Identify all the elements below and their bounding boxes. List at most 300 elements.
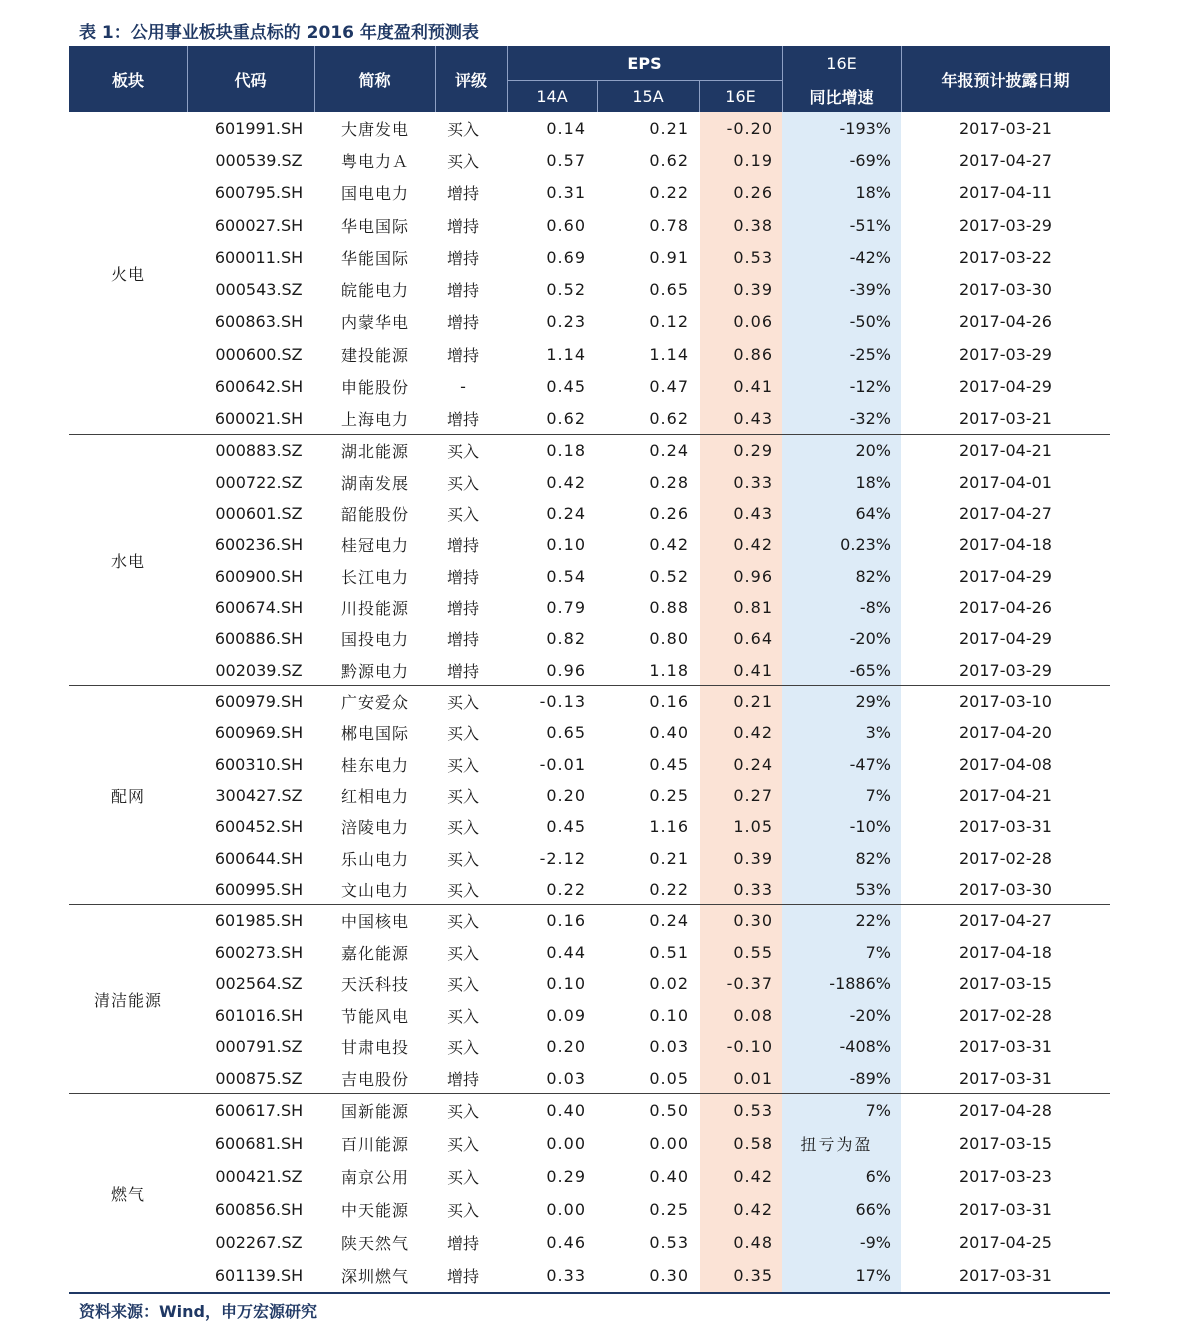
stock-name: 中国核电 [340,912,409,932]
eps-16e: 0.33 [733,472,773,492]
sector-label: 配网 [110,787,145,806]
yoy-growth: 82% [855,848,891,868]
eps-15a: 0.40 [649,1167,689,1186]
yoy-growth: 7% [865,1101,891,1120]
eps-15a: 0.25 [649,785,689,805]
disclosure-date: 2017-03-29 [959,344,1052,364]
eps-16e: 1.05 [733,817,773,837]
table-row [69,1193,1110,1226]
disclosure-date: 2017-02-28 [959,1005,1052,1025]
eps-14a: 0.33 [546,1266,586,1285]
disclosure-date: 2017-04-21 [959,785,1052,805]
stock-name: 国新能源 [340,1102,409,1121]
header-yoy-top: 16E [826,53,857,73]
disclosure-date: 2017-03-29 [959,660,1052,680]
yoy-growth: -193% [839,118,891,138]
eps-15a: 0.25 [649,1200,689,1219]
eps-16e: 0.30 [733,911,773,931]
eps-14a: 0.54 [546,566,586,586]
stock-rating: 买入 [446,1102,479,1121]
yoy-growth: -89% [849,1068,891,1088]
stock-name: 粤电力Ａ [340,151,409,171]
table-row [69,1063,1110,1095]
eps-14a: 0.65 [546,723,586,743]
stock-name: 川投能源 [340,599,409,619]
header-divider [187,46,188,112]
yoy-growth: -8% [859,598,891,618]
table-row [69,874,1110,905]
stock-name: 节能风电 [340,1006,409,1026]
table-row [69,498,1110,529]
table-row [69,1259,1110,1292]
eps-15a: 0.51 [649,942,689,962]
eps-14a: 0.96 [546,660,586,680]
stock-rating: 增持 [446,216,479,236]
table-row [69,592,1110,623]
yoy-growth: 3% [865,723,891,743]
stock-name: 长江电力 [340,567,409,587]
stock-rating: 增持 [446,1234,479,1253]
stock-code: 600900.SH [214,566,304,586]
header-yoy-bottom: 同比增速 [809,87,874,107]
eps-16e: 0.39 [733,848,773,868]
yoy-growth: 53% [855,879,891,899]
eps-16e: 0.42 [733,535,773,555]
eps-15a: 0.26 [649,503,689,523]
eps-16e: 0.38 [733,215,773,235]
stock-rating: - [460,377,466,397]
yoy-growth: -47% [849,754,891,774]
stock-rating: 买入 [446,943,479,963]
eps-14a: 0.14 [546,118,586,138]
disclosure-date: 2017-04-18 [959,942,1052,962]
disclosure-date: 2017-03-30 [959,280,1052,300]
stock-rating: 增持 [446,567,479,587]
yoy-growth: 29% [855,692,891,712]
yoy-growth: -25% [849,344,891,364]
table-row [69,905,1110,937]
eps-16e: 0.39 [733,280,773,300]
stock-rating: 买入 [446,786,479,806]
stock-code: 000791.SZ [215,1037,303,1057]
header-divider [435,46,436,112]
eps-14a: 0.45 [546,377,586,397]
eps-15a: 0.52 [649,566,689,586]
table-row [69,655,1110,686]
stock-code: 600027.SH [214,215,304,235]
yoy-growth: 17% [855,1266,891,1285]
yoy-growth: 82% [855,566,891,586]
eps-16e: 0.43 [733,503,773,523]
stock-code: 600021.SH [214,409,304,429]
eps-14a: 0.79 [546,598,586,618]
eps-16e: 0.58 [733,1134,773,1153]
eps-16e: 0.55 [733,942,773,962]
header-code: 代码 [234,70,267,90]
stock-code: 600273.SH [214,942,304,962]
eps-14a: 0.00 [546,1200,586,1219]
eps-16e: 0.96 [733,566,773,586]
eps-15a: 0.62 [649,150,689,170]
eps-16e: 0.41 [733,660,773,680]
eps-16e: 0.26 [733,183,773,203]
eps-16e: 0.53 [733,247,773,267]
disclosure-date: 2017-03-31 [959,1266,1052,1285]
stock-code: 000543.SZ [215,280,303,300]
table-row [69,1226,1110,1259]
stock-rating: 买入 [446,880,479,900]
stock-name: 郴电国际 [340,724,409,744]
eps-16e: 0.35 [733,1266,773,1285]
table-row [69,144,1110,176]
stock-rating: 增持 [446,410,479,430]
eps-14a: 0.62 [546,409,586,429]
header-16e: 16E [725,86,756,106]
table-row [69,1031,1110,1063]
disclosure-date: 2017-03-30 [959,879,1052,899]
stock-rating: 买入 [446,1135,479,1154]
eps-15a: 0.62 [649,409,689,429]
table-row [69,968,1110,1000]
eps-15a: 0.21 [649,118,689,138]
table-row [69,529,1110,560]
sector-label: 燃气 [110,1184,145,1204]
stock-rating: 增持 [446,313,479,333]
table-title: 表 1：公用事业板块重点标的 2016 年度盈利预测表 [79,23,479,43]
eps-15a: 0.24 [649,911,689,931]
table-row [69,274,1110,306]
disclosure-date: 2017-03-21 [959,409,1052,429]
eps-15a: 0.47 [649,377,689,397]
table-row [69,177,1110,209]
stock-rating: 买入 [446,504,479,524]
disclosure-date: 2017-03-15 [959,1134,1052,1153]
stock-code: 000539.SZ [215,150,303,170]
stock-code: 300427.SZ [215,785,303,805]
stock-name: 国投电力 [340,630,409,650]
table-row [69,403,1110,435]
yoy-growth: -20% [849,629,891,649]
table-row [69,717,1110,748]
eps-15a: 0.02 [649,974,689,994]
header-divider [507,46,508,112]
table-bottom-rule [69,1292,1110,1294]
yoy-growth: -9% [859,1233,891,1252]
header-divider [314,46,315,112]
header-name: 简称 [358,70,391,90]
eps-16e: 0.42 [733,1200,773,1219]
disclosure-date: 2017-03-29 [959,215,1052,235]
eps-15a: 0.88 [649,598,689,618]
stock-rating: 增持 [446,536,479,556]
stock-code: 601991.SH [214,118,304,138]
disclosure-date: 2017-04-26 [959,598,1052,618]
yoy-growth: -50% [849,312,891,332]
eps-15a: 0.30 [649,1266,689,1285]
table-row [69,780,1110,811]
table-row [69,1000,1110,1032]
stock-rating: 买入 [446,693,479,713]
stock-name: 黔源电力 [340,661,409,681]
disclosure-date: 2017-04-18 [959,535,1052,555]
stock-code: 002564.SZ [215,974,303,994]
stock-code: 000875.SZ [215,1068,303,1088]
disclosure-date: 2017-04-11 [959,183,1052,203]
eps-15a: 0.03 [649,1037,689,1057]
stock-code: 601985.SH [214,911,304,931]
stock-name: 湖南发展 [340,473,409,493]
stock-code: 000601.SZ [215,503,303,523]
stock-rating: 买入 [446,912,479,932]
disclosure-date: 2017-02-28 [959,848,1052,868]
table-row [69,1127,1110,1160]
table-header [69,46,1110,112]
header-sector: 板块 [111,70,144,90]
table-row [69,623,1110,654]
stock-name: 深圳燃气 [340,1267,409,1286]
eps-15a: 0.00 [649,1134,689,1153]
table-row [69,241,1110,273]
disclosure-date: 2017-04-29 [959,566,1052,586]
stock-code: 600310.SH [214,754,304,774]
table-row [69,749,1110,780]
table-row [69,306,1110,338]
header-divider [782,46,783,112]
stock-code: 600236.SH [214,535,304,555]
stock-code: 600681.SH [214,1134,304,1153]
stock-rating: 增持 [446,661,479,681]
stock-code: 600617.SH [214,1101,304,1120]
table-row [69,937,1110,969]
stock-name: 国电电力 [340,184,409,204]
stock-rating: 买入 [446,442,479,462]
eps-14a: 0.03 [546,1068,586,1088]
eps-16e: 0.48 [733,1233,773,1252]
eps-15a: 0.24 [649,441,689,461]
sector-label: 清洁能源 [93,991,162,1010]
yoy-growth: 22% [855,911,891,931]
stock-name: 韶能股份 [340,504,409,524]
table-row [69,1160,1110,1193]
eps-16e: 0.86 [733,344,773,364]
stock-name: 皖能电力 [340,281,409,301]
yoy-growth: 20% [855,441,891,461]
stock-name: 甘肃电投 [340,1038,409,1058]
eps-16e: 0.53 [733,1101,773,1120]
stock-rating: 增持 [446,630,479,650]
stock-name: 乐山电力 [340,849,409,869]
eps-14a: 0.22 [546,879,586,899]
eps-14a: 1.14 [546,344,586,364]
eps-16e: -0.37 [726,974,773,994]
table-row [69,370,1110,402]
stock-rating: 增持 [446,345,479,365]
eps-15a: 0.42 [649,535,689,555]
stock-name: 天沃科技 [340,975,409,995]
table-row [69,112,1110,144]
source-note: 资料来源：Wind，申万宏源研究 [79,1302,317,1321]
eps-16e: 0.42 [733,723,773,743]
eps-15a: 0.45 [649,754,689,774]
eps-14a: 0.60 [546,215,586,235]
eps-15a: 0.16 [649,692,689,712]
stock-name: 桂东电力 [340,755,409,775]
header-divider [597,80,598,112]
stock-rating: 增持 [446,281,479,301]
stock-code: 000421.SZ [215,1167,303,1186]
stock-rating: 增持 [446,1267,479,1286]
stock-code: 002039.SZ [215,660,303,680]
eps-14a: 0.45 [546,817,586,837]
header-rating: 评级 [454,70,487,90]
yoy-growth: 6% [865,1167,891,1186]
stock-code: 601016.SH [214,1005,304,1025]
yoy-growth: -20% [849,1005,891,1025]
eps-14a: 0.00 [546,1134,586,1153]
stock-name: 广安爱众 [340,693,409,713]
stock-rating: 增持 [446,248,479,268]
stock-name: 内蒙华电 [340,313,409,333]
table-row [69,811,1110,842]
eps-14a: 0.16 [546,911,586,931]
disclosure-date: 2017-04-20 [959,723,1052,743]
header-date: 年报预计披露日期 [941,70,1070,90]
stock-code: 600863.SH [214,312,304,332]
disclosure-date: 2017-04-27 [959,503,1052,523]
stock-name: 华能国际 [340,248,409,268]
stock-code: 600995.SH [214,879,304,899]
stock-code: 600674.SH [214,598,304,618]
stock-name: 桂冠电力 [340,536,409,556]
yoy-growth: 0.23% [840,535,891,555]
stock-name: 大唐发电 [340,119,409,139]
yoy-growth: -32% [849,409,891,429]
eps-16e: 0.42 [733,1167,773,1186]
disclosure-date: 2017-04-29 [959,377,1052,397]
eps-15a: 0.78 [649,215,689,235]
yoy-growth: 扭亏为盈 [800,1135,873,1154]
eps-15a: 0.22 [649,183,689,203]
eps-14a: 0.10 [546,535,586,555]
stock-code: 600886.SH [214,629,304,649]
disclosure-date: 2017-03-31 [959,1037,1052,1057]
table-row [69,209,1110,241]
eps-15a: 1.14 [649,344,689,364]
stock-rating: 买入 [446,755,479,775]
eps-14a: 0.31 [546,183,586,203]
stock-rating: 买入 [446,975,479,995]
disclosure-date: 2017-03-31 [959,1200,1052,1219]
stock-name: 百川能源 [340,1135,409,1154]
stock-name: 涪陵电力 [340,818,409,838]
stock-code: 601139.SH [214,1266,304,1285]
eps-16e: 0.06 [733,312,773,332]
header-divider [901,46,902,112]
eps-14a: 0.44 [546,942,586,962]
yoy-growth: 7% [865,785,891,805]
eps-14a: 0.40 [546,1101,586,1120]
stock-rating: 买入 [446,1006,479,1026]
disclosure-date: 2017-04-26 [959,312,1052,332]
yoy-growth: -10% [849,817,891,837]
stock-name: 申能股份 [340,378,409,398]
stock-name: 红相电力 [340,786,409,806]
disclosure-date: 2017-04-27 [959,911,1052,931]
eps-15a: 0.50 [649,1101,689,1120]
eps-14a: 0.24 [546,503,586,523]
disclosure-date: 2017-03-21 [959,118,1052,138]
disclosure-date: 2017-03-31 [959,1068,1052,1088]
table-row [69,1094,1110,1127]
stock-code: 600011.SH [214,247,304,267]
stock-rating: 买入 [446,151,479,171]
disclosure-date: 2017-04-29 [959,629,1052,649]
eps-16e: 0.21 [733,692,773,712]
eps-15a: 0.91 [649,247,689,267]
stock-rating: 买入 [446,818,479,838]
eps-14a: 0.69 [546,247,586,267]
stock-name: 南京公用 [340,1168,409,1187]
yoy-growth: -1886% [829,974,891,994]
sector-label: 水电 [110,552,145,571]
stock-name: 上海电力 [340,410,409,430]
yoy-growth: -69% [849,150,891,170]
stock-name: 中天能源 [340,1201,409,1220]
header-eps: EPS [627,53,662,73]
disclosure-date: 2017-03-23 [959,1167,1052,1186]
stock-name: 嘉化能源 [340,943,409,963]
yoy-growth: -42% [849,247,891,267]
table-row [69,338,1110,370]
eps-15a: 0.80 [649,629,689,649]
eps-14a: 0.82 [546,629,586,649]
stock-rating: 买入 [446,849,479,869]
eps-16e: 0.24 [733,754,773,774]
eps-16e: 0.43 [733,409,773,429]
eps-14a: -0.01 [539,754,586,774]
eps-14a: 0.18 [546,441,586,461]
stock-name: 陕天然气 [340,1234,409,1253]
stock-code: 000722.SZ [215,472,303,492]
stock-rating: 买入 [446,1038,479,1058]
stock-rating: 增持 [446,599,479,619]
eps-14a: 0.20 [546,785,586,805]
disclosure-date: 2017-04-08 [959,754,1052,774]
eps-14a: 0.42 [546,472,586,492]
stock-name: 建投能源 [340,345,409,365]
table-row [69,466,1110,497]
sector-label: 火电 [110,265,145,284]
eps-16e: 0.08 [733,1005,773,1025]
table-row [69,435,1110,466]
header-15a: 15A [632,86,664,106]
eps-16e: 0.01 [733,1068,773,1088]
eps-16e: 0.41 [733,377,773,397]
eps-14a: 0.29 [546,1167,586,1186]
eps-14a: 0.57 [546,150,586,170]
disclosure-date: 2017-03-15 [959,974,1052,994]
eps-16e: -0.20 [726,118,773,138]
yoy-growth: -39% [849,280,891,300]
eps-14a: 0.46 [546,1233,586,1252]
disclosure-date: 2017-04-21 [959,441,1052,461]
disclosure-date: 2017-03-10 [959,692,1052,712]
stock-code: 600969.SH [214,723,304,743]
eps-15a: 0.05 [649,1068,689,1088]
stock-rating: 买入 [446,1201,479,1220]
stock-rating: 买入 [446,724,479,744]
stock-rating: 增持 [446,184,479,204]
